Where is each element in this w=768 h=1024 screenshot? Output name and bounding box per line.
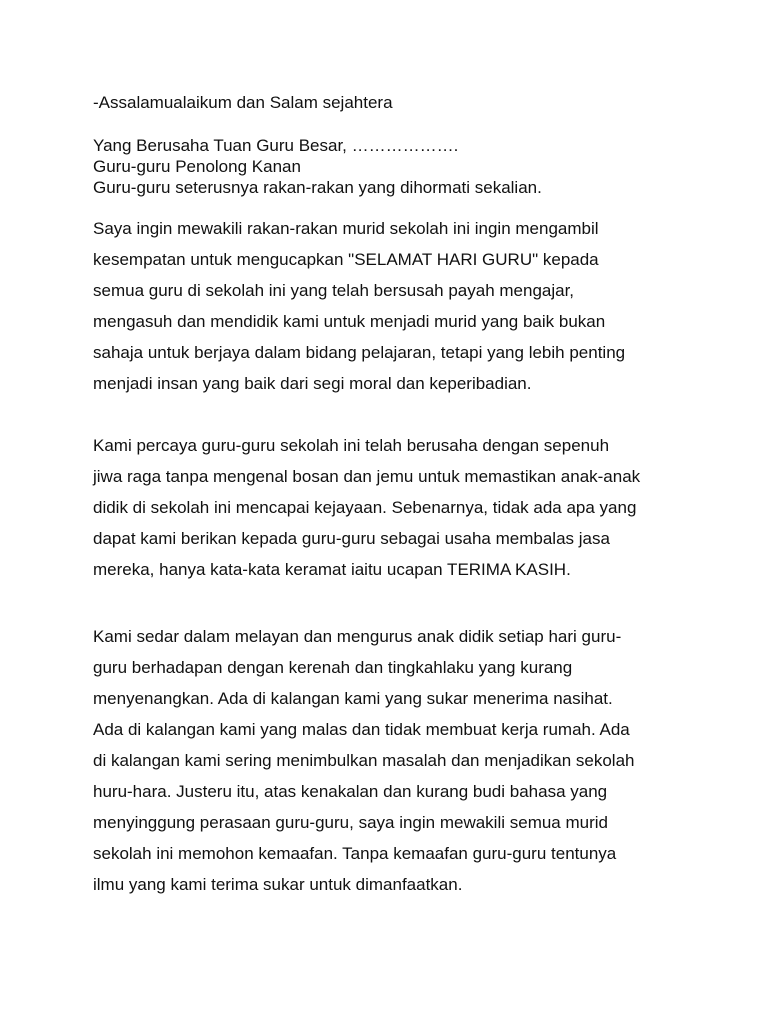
greeting-line bbox=[93, 92, 693, 114]
addressee-line: Yang Berusaha Tuan Guru Besar, ………………. bbox=[93, 136, 459, 155]
paragraph-line: Saya ingin mewakili rakan-rakan murid sekolah ini ingin mengambil bbox=[93, 219, 599, 238]
paragraph-line: sekolah ini memohon kemaafan. Tanpa kemaafan guru-guru tentunya bbox=[93, 844, 617, 863]
addressee-line: Guru-guru seterusnya rakan-rakan yang dihormati sekalian. bbox=[93, 178, 542, 197]
paragraph-line: menjadi insan yang baik dari segi moral dan keperibadian. bbox=[93, 374, 532, 393]
paragraph-line: kesempatan untuk mengucapkan "SELAMAT HARI GURU" kepada bbox=[93, 250, 599, 269]
paragraph-line: didik di sekolah ini mencapai kejayaan. Sebenarnya, tidak ada apa yang bbox=[93, 498, 637, 517]
paragraph-line: dapat kami berikan kepada guru-guru sebagai usaha membalas jasa bbox=[93, 529, 610, 548]
paragraph-line: semua guru di sekolah ini yang telah bersusah payah mengajar, bbox=[93, 281, 575, 300]
paragraph-line: jiwa raga tanpa mengenal bosan dan jemu untuk memastikan anak-anak bbox=[93, 467, 641, 486]
greeting-text: -Assalamualaikum dan Salam sejahtera bbox=[93, 93, 393, 112]
addressee-line: Guru-guru Penolong Kanan bbox=[93, 157, 301, 176]
paragraph-line: mereka, hanya kata-kata keramat iaitu ucapan TERIMA KASIH. bbox=[93, 560, 571, 579]
paragraph-line: sahaja untuk berjaya dalam bidang pelajaran, tetapi yang lebih penting bbox=[93, 343, 626, 362]
paragraph-3 bbox=[93, 621, 693, 900]
paragraph-line: menyenangkan. Ada di kalangan kami yang sukar menerima nasihat. bbox=[93, 689, 613, 708]
paragraph-line: mengasuh dan mendidik kami untuk menjadi murid yang baik bukan bbox=[93, 312, 606, 331]
paragraph-2 bbox=[93, 430, 693, 585]
paragraph-line: menyinggung perasaan guru-guru, saya ingin mewakili semua murid bbox=[93, 813, 608, 832]
paragraph-line: Kami percaya guru-guru sekolah ini telah berusaha dengan sepenuh bbox=[93, 436, 610, 455]
paragraph-line: di kalangan kami sering menimbulkan masalah dan menjadikan sekolah bbox=[93, 751, 635, 770]
paragraph-line: Kami sedar dalam melayan dan mengurus anak didik setiap hari guru- bbox=[93, 627, 622, 646]
paragraph-line: huru-hara. Justeru itu, atas kenakalan dan kurang budi bahasa yang bbox=[93, 782, 608, 801]
paragraph-line: Ada di kalangan kami yang malas dan tidak membuat kerja rumah. Ada bbox=[93, 720, 630, 739]
paragraph-1 bbox=[93, 213, 693, 399]
paragraph-line: ilmu yang kami terima sukar untuk dimanfaatkan. bbox=[93, 875, 463, 894]
paragraph-line: guru berhadapan dengan kerenah dan tingkahlaku yang kurang bbox=[93, 658, 573, 677]
addressee-list bbox=[93, 135, 693, 198]
